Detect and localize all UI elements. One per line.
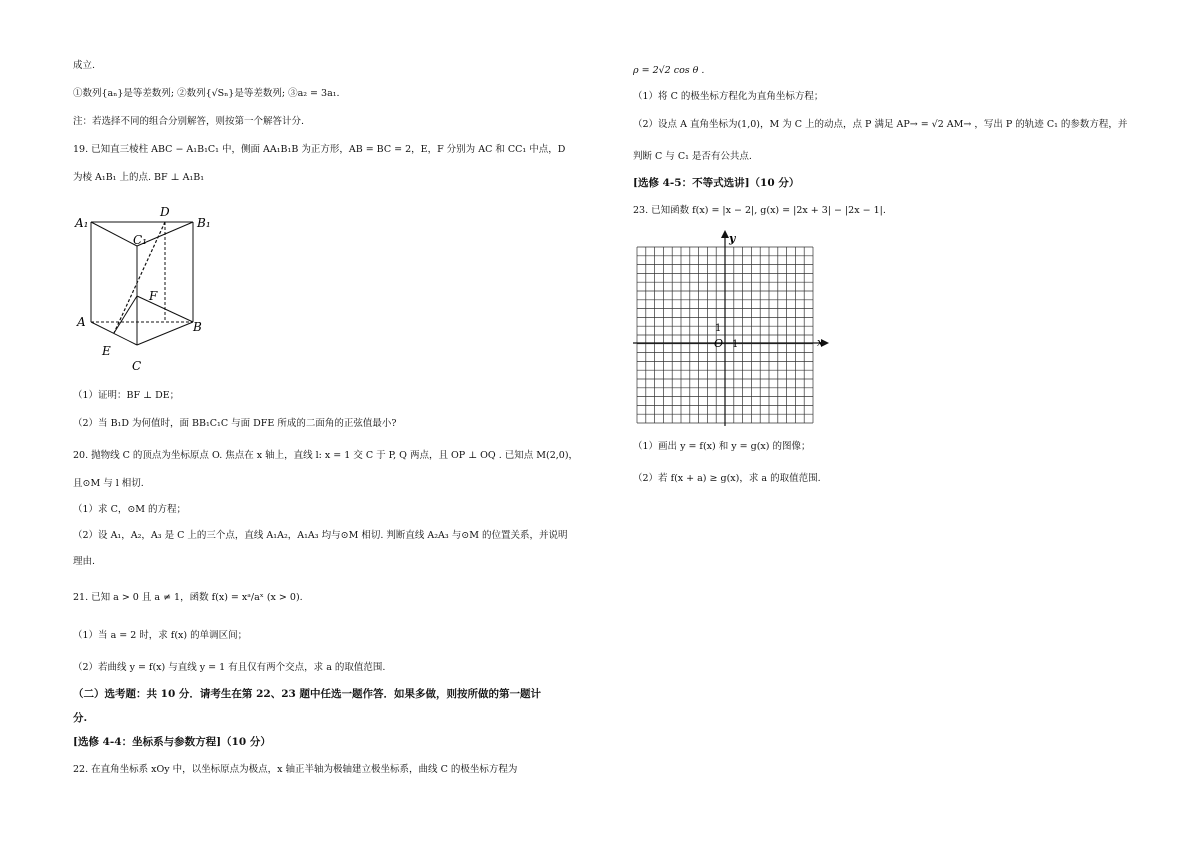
q22-stem: 22. 在直角坐标系 xOy 中，以坐标原点为极点，x 轴正半轴为极轴建立极坐标系，曲线 C 的极坐标方程为 xyxy=(73,764,518,775)
label-f: F xyxy=(149,289,158,303)
q20-part2-cont: 理由. xyxy=(73,556,96,567)
q20-stem: 20. 抛物线 C 的顶点为坐标原点 O. 焦点在 x 轴上，直线 l: x = 1 交 C 于 P, Q 两点，且 OP ⊥ OQ . 已知点 M(2,0)， xyxy=(73,450,579,461)
q23-part1: （1）画出 y = f(x) 和 y = g(x) 的图像； xyxy=(633,441,811,452)
y-tick-label: 1 xyxy=(715,323,722,334)
q21-stem: 21. 已知 a > 0 且 a ≠ 1，函数 f(x) = xᵃ/aˣ (x > 0). xyxy=(73,592,303,603)
q19-stem: 19. 已知直三棱柱 ABC − A₁B₁C₁ 中，侧面 AA₁B₁B 为正方形，AB = BC = 2，E，F 分别为 AC 和 CC₁ 中点，D xyxy=(73,144,566,155)
section-optional-heading: （二）选考题：共 10 分．请考生在第 22、23 题中任选一题作答．如果多做，则按所做的第一题计 xyxy=(73,688,541,700)
text-line: 注：若选择不同的组合分别解答，则按第一个解答计分. xyxy=(73,116,305,127)
text-line: ①数列{aₙ}是等差数列; ②数列{√Sₙ}是等差数列; ③a₂ = 3a₁. xyxy=(73,88,340,99)
q22-part2: （2）设点 A 直角坐标为(1,0)，M 为 C 上的动点，点 P 满足 AP→ = √2 AM→ ，写出 P 的轨迹 C₁ 的参数方程，并 xyxy=(633,119,1128,130)
label-b1: B₁ xyxy=(197,216,211,230)
text-line: 成立. xyxy=(73,60,96,71)
section-optional-heading-cont: 分. xyxy=(73,712,88,724)
q22-part1: （1）将 C 的极坐标方程化为直角坐标方程； xyxy=(633,91,824,102)
q19-stem-cont: 为棱 A₁B₁ 上的点. BF ⊥ A₁B₁ xyxy=(73,172,205,183)
label-d: D xyxy=(160,205,170,219)
q21-part2: （2）若曲线 y = f(x) 与直线 y = 1 有且仅有两个交点，求 a 的取值范围. xyxy=(73,662,386,673)
x-axis-label: x xyxy=(817,336,824,349)
q19-part1: （1）证明：BF ⊥ DE； xyxy=(73,390,180,401)
y-axis-label: y xyxy=(729,232,736,245)
q20-stem-cont: 且⊙M 与 l 相切. xyxy=(73,478,144,489)
polar-equation: ρ = 2√2 cos θ . xyxy=(633,65,705,76)
label-a1: A₁ xyxy=(75,216,89,230)
q23-part2: （2）若 f(x + a) ≥ g(x)，求 a 的取值范围. xyxy=(633,473,821,484)
label-a: A xyxy=(77,315,86,329)
label-b: B xyxy=(193,320,202,334)
y-axis-arrow-icon xyxy=(721,230,729,238)
label-c: C xyxy=(132,359,142,373)
q21-part1: （1）当 a = 2 时，求 f(x) 的单调区间； xyxy=(73,630,248,641)
origin-label: O xyxy=(714,337,724,350)
coordinate-grid xyxy=(633,230,833,426)
label-e: E xyxy=(102,344,111,358)
prism-figure xyxy=(73,200,233,380)
q20-part2: （2）设 A₁，A₂，A₃ 是 C 上的三个点，直线 A₁A₂，A₁A₃ 均与⊙M 相切. 判断直线 A₂A₃ 与⊙M 的位置关系，并说明 xyxy=(73,530,568,541)
q19-part2: （2）当 B₁D 为何值时，面 BB₁C₁C 与面 DFE 所成的二面角的正弦值最小? xyxy=(73,418,397,429)
label-c1: C₁ xyxy=(133,233,147,247)
section-45-heading: [选修 4-5：不等式选讲]（10 分） xyxy=(633,177,800,189)
q20-part1: （1）求 C，⊙M 的方程； xyxy=(73,504,187,515)
q23-stem: 23. 已知函数 f(x) = |x − 2|, g(x) = |2x + 3| − |2x − 1|. xyxy=(633,205,886,216)
section-44-heading: [选修 4-4：坐标系与参数方程]（10 分） xyxy=(73,736,271,748)
x-tick-label: 1 xyxy=(732,339,739,350)
q22-part2-cont: 判断 C 与 C₁ 是否有公共点. xyxy=(633,151,752,162)
